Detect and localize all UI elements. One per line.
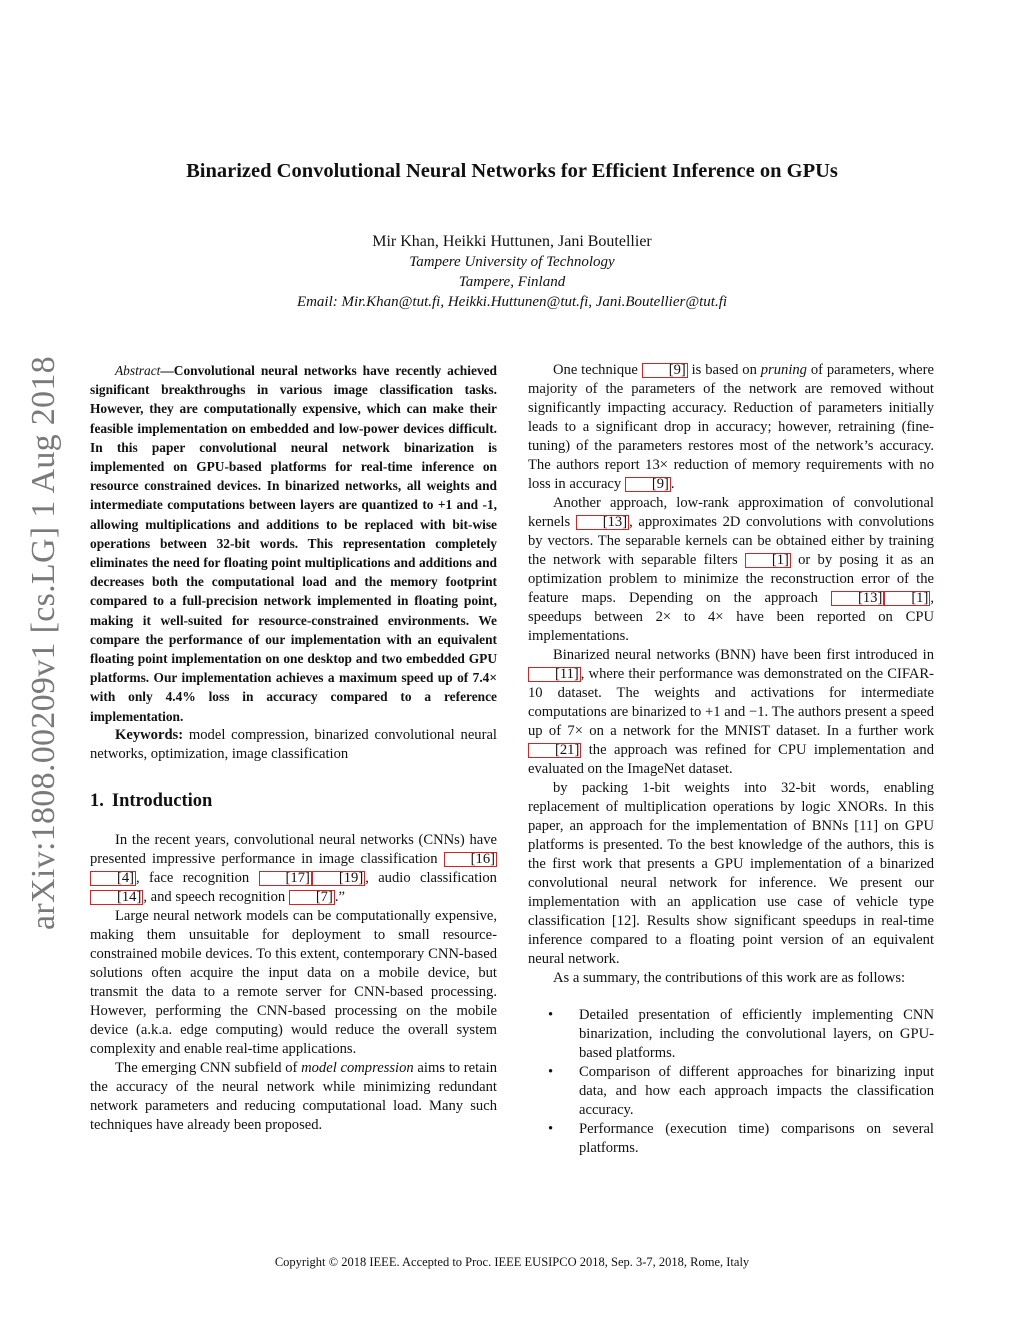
citation-link[interactable]: [11] [528,667,581,682]
bullet-icon: • [548,1007,554,1023]
author-institution: Tampere University of Technology [409,254,615,270]
text-run: the approach was refined for CPU implementation and evaluated on the ImageNet dataset. [528,742,934,777]
citation-link[interactable]: [9] [625,477,671,492]
citation-link[interactable]: [4] [90,871,136,886]
citation-link[interactable]: [1] [884,591,930,606]
abstract-text: —Convolutional neural networks have recently achieved significant breakthroughs in various image classification tasks. However, they are computationally expensive, which can make their feasible implementation on embedded and low-power devices difficult. In this paper convolutional neural network binarization is implemented on GPU-based platforms for real-time inference on resource constrained devices. In binarized networks, all weights and intermediate computations between layers are quantized to +1 and -1, allowing multiplications and additions to be replaced with bit-wise operations between 32-bit words. This representation completely eliminates the need for floating point multiplications and additions and decreases both the computational load and the memory footprint compared to a full-precision network implemented in floating point, making it well-suited for resource-constrained environments. We compare the performance of our implementation with an equivalent floating point implementation on one desktop and two embedded GPU platforms. Our implementation achieves a maximum speed up of 7.4× with only 4.4% loss in accuracy compared to a reference implementation. [90,363,497,724]
left-column [90,361,497,1135]
text-run: , audio classification [365,869,497,886]
right-paragraph-4: by packing 1-bit weights into 32-bit words, enabling replacement of multiplication operations by logic XNORs. In this paper, an approach for the implementation of BNNs [11] on GPU platforms is presented. To the best knowledge of the authors, this is the first work that presents a GPU implementation of a binarized convolutional neural network for inference. We present our implementation with an application use case of vehicle type classification [12]. Results show significant speedups in real-time inference compared to a floating point version of an equivalent neural network. [528,780,934,967]
author-location: Tampere, Finland [458,274,566,290]
citation-link[interactable]: [17] [259,871,312,886]
keywords-text: model compression, binarized convolutional neural networks, optimization, image classification [90,726,497,762]
bullet-icon: • [548,1064,554,1080]
emphasis-text: pruning [760,362,807,378]
author-block [0,232,1024,312]
author-email: Email: Mir.Khan@tut.fi, Heikki.Huttunen@tut.fi, Jani.Boutellier@tut.fi [296,294,728,310]
bullet-icon: • [548,1121,554,1137]
intro-paragraph-3 [90,1059,497,1135]
intro-paragraph-2: Large neural network models can be computationally expensive, making them unsuitable for deployment to small resource-constrained mobile devices. To this extent, contemporary CNN-based solutions often acquire the input data on a mobile device, but transmit the data to a remote server for CNN-based processing. However, performing the CNN-based processing on the mobile device (a.k.a. edge computing) would reduce the overall system complexity and enable real-time applications. [90,907,497,1057]
paper-title: Binarized Convolutional Neural Networks for Efficient Inference on GPUs [186,160,838,182]
text-run: of parameters, where majority of the parameters of the network are removed without significantly impacting accuracy. Reduction of parameters initially leads to a significant drop in accuracy; however, retraining (fine-tuning) of the parameters restores most of the network’s accuracy. The authors report 13× reduction of memory requirements with no loss in accuracy [528,362,934,492]
text-run: The emerging CNN subfield of [115,1059,302,1076]
citation-link[interactable]: [16] [444,852,497,867]
section-heading-introduction [90,792,497,811]
text-run: is based on [687,362,761,378]
copyright-footer: Copyright © 2018 IEEE. Accepted to Proc. IEEE EUSIPCO 2018, Sep. 3-7, 2018, Rome, Italy [274,1255,750,1269]
citation-link[interactable]: [9] [642,363,688,378]
text-run: Binarized neural networks (BNN) have been first introduced in [553,647,934,663]
author-names: Mir Khan, Heikki Huttunen, Jani Boutellier [372,233,652,250]
list-item-text: Comparison of different approaches for binarizing input data, and how each approach impacts the classification accuracy. [579,1064,934,1118]
right-column [528,361,934,1158]
text-run: , speedups between 2× to 4× have been reported on CPU implementations. [528,590,934,644]
arxiv-identifier-stamp: arXiv:1808.00209v1 [cs.LG] 1 Aug 2018 [25,356,62,930]
list-item [528,1120,934,1158]
text-run: , approximates 2D convolutions with convolutions by vectors. The separable kernels can be obtained either by training the network with separable filters [528,514,935,568]
list-item-text: Performance (execution time) comparisons on several platforms. [579,1121,934,1156]
text-run: Another approach, low-rank approximation of convolutional kernels [528,495,934,530]
keywords [90,726,497,764]
emphasis-text: model compression [301,1059,414,1076]
text-run: . [670,476,675,492]
abstract-label: Abstract [115,363,161,378]
text-run: .” [334,888,345,905]
section-number: 1. [90,790,104,811]
text-run: One technique [553,362,642,378]
citation-link[interactable]: [1] [745,553,791,568]
abstract [90,361,497,726]
right-paragraph-3 [528,646,934,779]
citation-link[interactable]: [21] [528,743,581,758]
text-run: , face recognition [136,869,259,886]
contributions-list [528,1006,934,1158]
citation-link[interactable]: [13] [831,591,884,606]
text-run: or by posing it as an optimization problem to minimize the reconstruction error of the feature maps. Depending on the approach [528,552,934,606]
keywords-label: Keywords: [115,726,184,743]
citation-link[interactable]: [14] [90,890,143,905]
citation-link[interactable]: [7] [289,890,335,905]
text-run: aims to retain the accuracy of the neural network while minimizing redundant network parameters and reducing computational load. Many such techniques have already been proposed. [90,1059,497,1133]
list-item-text: Detailed presentation of efficiently implementing CNN binarization, including the convolutional layers, on GPU-based platforms. [579,1007,934,1061]
list-item [528,1063,934,1120]
text-run: , where their performance was demonstrated on the CIFAR-10 dataset. The weights and activations for intermediate computations are binarized to +1 and −1. The authors present a speed up of 7× on a network for the MNIST dataset. In a further work [528,666,934,739]
citation-link[interactable]: [19] [312,871,365,886]
section-title: Introduction [111,790,213,811]
citation-link[interactable]: [13] [576,515,629,530]
list-item [528,1006,934,1063]
right-paragraph-2 [528,494,934,646]
right-paragraph-1 [528,361,934,494]
text-run: , and speech recognition [143,888,289,905]
text-run: In the recent years, convolutional neural networks (CNNs) have presented impressive performance in image classification [90,831,497,867]
right-paragraph-5: As a summary, the contributions of this work are as follows: [553,970,906,986]
intro-paragraph-1 [90,831,497,907]
